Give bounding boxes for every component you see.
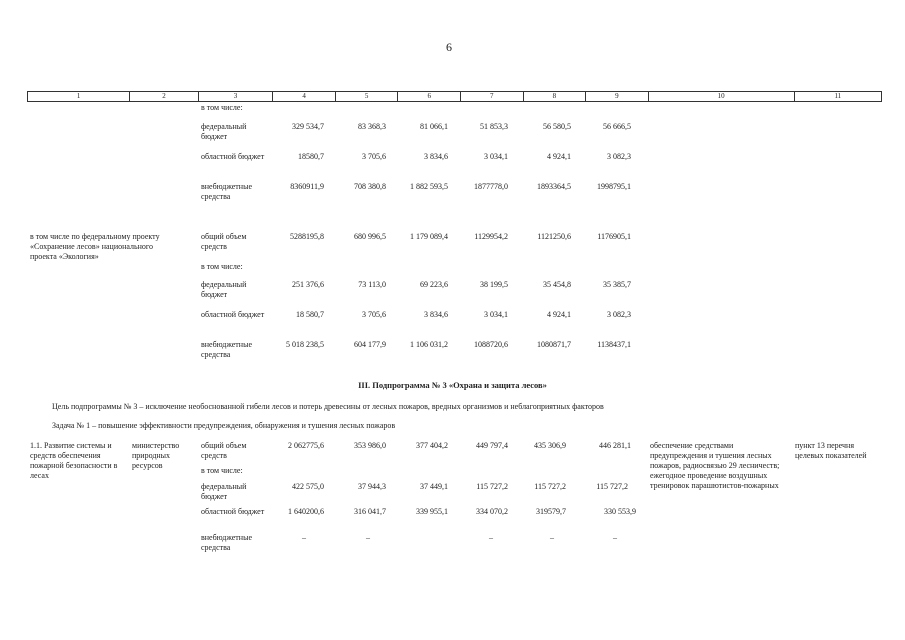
cell: 316 041,7 [354, 507, 386, 516]
cell: 1 640200,6 [288, 507, 324, 516]
cell: 3 034,1 [484, 310, 508, 319]
cell: 449 797,4 [476, 441, 508, 450]
table-header [27, 91, 882, 102]
cell: 37 449,1 [420, 482, 448, 491]
header-col: 1 [28, 92, 130, 101]
row-label: в том числе: [201, 103, 243, 112]
cell: 329 534,7 [292, 122, 324, 131]
row-label: внебюджетные средства [201, 340, 252, 359]
subprogram-task: Задача № 1 – повышение эффективности предупреждения, обнаружения и тушения лесных пожаров [52, 421, 396, 430]
cell: 1176905,1 [597, 232, 631, 241]
cell: 38 199,5 [480, 280, 508, 289]
cell: – [366, 533, 370, 542]
measure-item: 1.1. Развитие системы и средств обеспечения пожарной безопасности в лесах [30, 441, 118, 480]
target-indicator: пункт 13 перечня целевых показателей [795, 441, 867, 460]
header-col: 4 [273, 92, 336, 101]
row-label: федеральный бюджет [201, 122, 247, 141]
cell: 18 580,7 [296, 310, 324, 319]
header-col: 11 [834, 92, 842, 100]
cell: 51 853,3 [480, 122, 508, 131]
cell: 4 924,1 [547, 152, 571, 161]
cell: 5288195,8 [290, 232, 324, 241]
cell: 435 306,9 [534, 441, 566, 450]
cell: 339 955,1 [416, 507, 448, 516]
header-col: 8 [524, 92, 587, 101]
cell: 330 553,9 [604, 507, 636, 516]
cell: 1 179 089,4 [410, 232, 448, 241]
cell: 3 834,6 [424, 310, 448, 319]
cell: 2 062775,6 [288, 441, 324, 450]
row-label: областной бюджет [201, 310, 265, 319]
header-col: 6 [398, 92, 461, 101]
cell: 1129954,2 [474, 232, 508, 241]
cell: 1138437,1 [597, 340, 631, 349]
cell: 1893364,5 [537, 182, 571, 191]
row-label: внебюджетные средства [201, 182, 252, 201]
cell: 334 070,2 [476, 507, 508, 516]
cell: 1088720,6 [474, 340, 508, 349]
executor: министерство природных ресурсов [132, 441, 180, 470]
cell: 1080871,7 [537, 340, 571, 349]
subprogram-goal: Цель подпрограммы № 3 – исключение необоснованной гибели лесов и потерь древесины от лесных пожаров, вредных организмов и неблагоприятных факторов [52, 402, 604, 411]
cell: 3 705,6 [362, 310, 386, 319]
cell: 1 882 593,5 [410, 182, 448, 191]
cell: 1998795,1 [597, 182, 631, 191]
row-label: в том числе: [201, 262, 243, 271]
cell: 353 986,0 [354, 441, 386, 450]
cell: 56 666,5 [603, 122, 631, 131]
project-title: в том числе по федеральному проекту «Сохранение лесов» национального проекта «Экология» [30, 232, 160, 261]
cell: – [302, 533, 306, 542]
header-col: 5 [336, 92, 399, 101]
header-col: 2 [130, 92, 199, 101]
cell: 604 177,9 [354, 340, 386, 349]
cell: 708 380,8 [354, 182, 386, 191]
cell: 8360911,9 [290, 182, 324, 191]
cell: 83 368,3 [358, 122, 386, 131]
cell: 4 924,1 [547, 310, 571, 319]
cell: 1877778,0 [474, 182, 508, 191]
row-label: областной бюджет [201, 152, 265, 161]
header-col: 9 [586, 92, 649, 101]
cell: 1121250,6 [537, 232, 571, 241]
cell: 251 376,6 [292, 280, 324, 289]
cell: – [550, 533, 554, 542]
row-label: внебюджетные средства [201, 533, 252, 552]
header-col: 7 [461, 92, 524, 101]
row-label: федеральный бюджет [201, 482, 247, 501]
cell: 56 580,5 [543, 122, 571, 131]
cell: 3 834,6 [424, 152, 448, 161]
row-label: областной бюджет [201, 507, 265, 516]
cell: 3 705,6 [362, 152, 386, 161]
cell: 115 727,2 [596, 482, 628, 491]
cell: 73 113,0 [358, 280, 386, 289]
cell: 446 281,1 [599, 441, 631, 450]
cell: 115 727,2 [476, 482, 508, 491]
expected-result: обеспечение средствами предупреждения и тушения лесных пожаров, радиосвязью 29 лесничеств; ежегодное проведение воздушных тренировок парашютистов-пожарных [650, 441, 780, 490]
cell: 680 996,5 [354, 232, 386, 241]
row-label: федеральный бюджет [201, 280, 247, 299]
cell: 319579,7 [536, 507, 566, 516]
row-label: общий объем средств [201, 232, 247, 251]
cell: 35 454,8 [543, 280, 571, 289]
cell: 1 106 031,2 [410, 340, 448, 349]
cell: 69 223,6 [420, 280, 448, 289]
section-title: III. Подпрограмма № 3 «Охрана и защита лесов» [358, 380, 547, 390]
cell: 115 727,2 [534, 482, 566, 491]
cell: 18580,7 [298, 152, 324, 161]
cell: 422 575,0 [292, 482, 324, 491]
row-label: в том числе: [201, 466, 243, 475]
cell: – [489, 533, 493, 542]
cell: 3 034,1 [484, 152, 508, 161]
cell: 3 082,3 [607, 152, 631, 161]
cell: – [613, 533, 617, 542]
cell: 37 944,3 [358, 482, 386, 491]
cell: 5 018 238,5 [286, 340, 324, 349]
cell: 3 082,3 [607, 310, 631, 319]
cell: 377 404,2 [416, 441, 448, 450]
cell: 35 385,7 [603, 280, 631, 289]
row-label: общий объем средств [201, 441, 247, 460]
page-number: 6 [446, 40, 452, 54]
header-col: 3 [199, 92, 273, 101]
cell: 81 066,1 [420, 122, 448, 131]
header-col: 10 [649, 92, 795, 101]
